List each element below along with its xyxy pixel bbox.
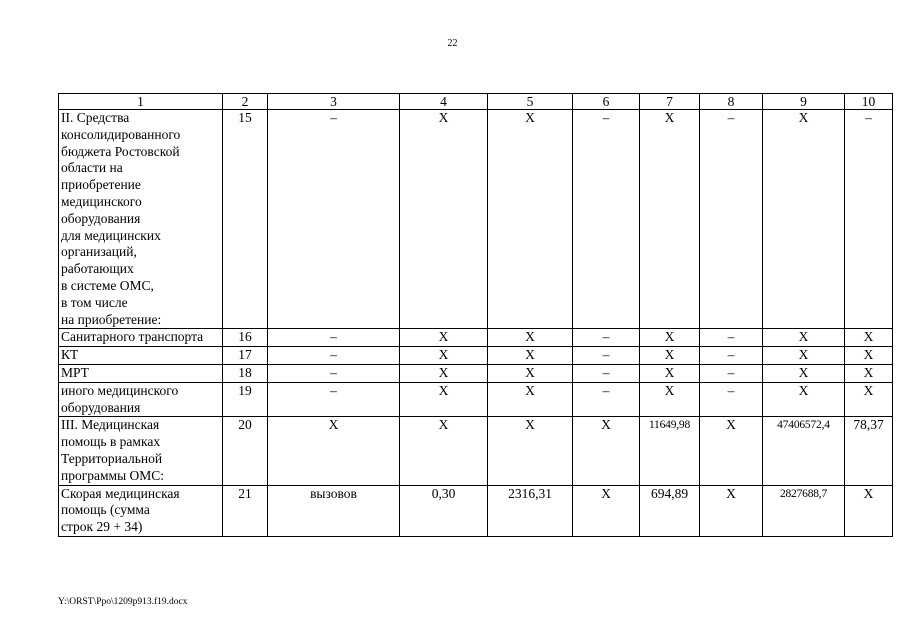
table-cell: X xyxy=(763,382,845,417)
description-line: МРТ xyxy=(61,364,89,380)
row-number: 16 xyxy=(223,329,268,347)
description-line: помощь (сумма xyxy=(61,502,150,518)
table-cell: X xyxy=(845,329,893,347)
table-cell: X xyxy=(488,110,573,329)
table-cell: – xyxy=(268,347,400,365)
table-cell: – xyxy=(573,329,640,347)
table-cell: X xyxy=(400,382,488,417)
table-cell: X xyxy=(845,485,893,536)
description-line: работающих xyxy=(61,261,134,277)
table-cell: – xyxy=(845,110,893,329)
row-number: 19 xyxy=(223,382,268,417)
table-cell: 78,37 xyxy=(845,417,893,485)
table-cell: – xyxy=(268,364,400,382)
data-table xyxy=(58,93,893,537)
description-line: Скорая медицинская xyxy=(61,485,180,501)
table-cell: X xyxy=(640,347,700,365)
table-cell: X xyxy=(400,347,488,365)
column-number: 7 xyxy=(640,94,700,110)
table-cell: 2827688,7 xyxy=(763,485,845,536)
table-cell: 2316,31 xyxy=(488,485,573,536)
table-row xyxy=(59,110,893,329)
description-line: КТ xyxy=(61,347,79,363)
table-cell: X xyxy=(268,417,400,485)
row-description xyxy=(59,329,223,347)
column-number: 9 xyxy=(763,94,845,110)
table-cell: X xyxy=(488,382,573,417)
table-cell: 47406572,4 xyxy=(763,417,845,485)
table-cell: X xyxy=(845,382,893,417)
description-line: строк 29 + 34) xyxy=(61,519,143,535)
table-cell: X xyxy=(640,364,700,382)
table-cell: X xyxy=(488,364,573,382)
table-cell: X xyxy=(845,364,893,382)
row-description xyxy=(59,382,223,417)
table-cell: 11649,98 xyxy=(640,417,700,485)
description-line: II. Средства xyxy=(61,110,130,125)
row-description xyxy=(59,110,223,329)
description-line: организаций, xyxy=(61,244,137,260)
table-cell: X xyxy=(488,329,573,347)
table-cell: – xyxy=(573,347,640,365)
row-description xyxy=(59,347,223,365)
table-cell: – xyxy=(700,329,763,347)
table-cell: X xyxy=(640,382,700,417)
table-cell: X xyxy=(400,417,488,485)
column-number: 2 xyxy=(223,94,268,110)
row-description xyxy=(59,364,223,382)
description-line: приобретение xyxy=(61,177,141,193)
table-cell: X xyxy=(400,110,488,329)
table-cell: – xyxy=(700,364,763,382)
table-row xyxy=(59,382,893,417)
description-line: области на xyxy=(61,160,123,176)
file-path-footer: Y:\ORST\Ppo\1209p913.f19.docx xyxy=(58,597,188,607)
row-number: 15 xyxy=(223,110,268,329)
table-cell: X xyxy=(640,329,700,347)
table-cell: – xyxy=(573,382,640,417)
table-row xyxy=(59,329,893,347)
table-cell: – xyxy=(268,110,400,329)
row-number: 20 xyxy=(223,417,268,485)
table-cell: X xyxy=(763,329,845,347)
description-line: бюджета Ростовской xyxy=(61,143,180,159)
table-cell: – xyxy=(573,364,640,382)
table-row xyxy=(59,364,893,382)
description-line: оборудования xyxy=(61,210,141,226)
column-number: 10 xyxy=(845,94,893,110)
table-cell: X xyxy=(488,417,573,485)
description-line: для медицинских xyxy=(61,227,161,243)
page-number: 22 xyxy=(447,38,458,49)
row-number: 21 xyxy=(223,485,268,536)
description-line: III. Медицинская xyxy=(61,417,160,433)
table-row xyxy=(59,347,893,365)
description-line: программы ОМС: xyxy=(61,467,165,483)
description-line: оборудования xyxy=(61,399,141,415)
description-line: в том числе xyxy=(61,294,128,310)
table-cell: X xyxy=(763,347,845,365)
table-row xyxy=(59,417,893,485)
description-line: на приобретение: xyxy=(61,311,162,327)
column-number: 3 xyxy=(268,94,400,110)
description-line: Санитарного транспорта xyxy=(61,329,204,345)
description-line: консолидированного xyxy=(61,126,181,142)
column-number: 5 xyxy=(488,94,573,110)
table-cell: 0,30 xyxy=(400,485,488,536)
table-cell: – xyxy=(573,110,640,329)
table-cell: X xyxy=(763,364,845,382)
table-cell: X xyxy=(845,347,893,365)
table-cell: X xyxy=(700,417,763,485)
description-line: иного медицинского xyxy=(61,382,179,398)
table-cell: – xyxy=(700,110,763,329)
table-cell: X xyxy=(400,364,488,382)
table-row xyxy=(59,485,893,536)
row-number: 17 xyxy=(223,347,268,365)
description-line: Территориальной xyxy=(61,450,163,466)
description-line: в системе ОМС, xyxy=(61,277,154,293)
table-cell: X xyxy=(400,329,488,347)
table-cell: X xyxy=(573,485,640,536)
column-number: 6 xyxy=(573,94,640,110)
table-cell: вызовов xyxy=(268,485,400,536)
description-line: медицинского xyxy=(61,193,142,209)
table-cell: 694,89 xyxy=(640,485,700,536)
table-cell: – xyxy=(700,382,763,417)
table-cell: X xyxy=(640,110,700,329)
row-description xyxy=(59,417,223,485)
table-cell: – xyxy=(700,347,763,365)
column-number: 4 xyxy=(400,94,488,110)
table-cell: X xyxy=(573,417,640,485)
row-description xyxy=(59,485,223,536)
row-number: 18 xyxy=(223,364,268,382)
table-cell: X xyxy=(763,110,845,329)
table-cell: X xyxy=(700,485,763,536)
table-cell: – xyxy=(268,382,400,417)
column-number: 1 xyxy=(59,94,223,110)
table-header-row xyxy=(59,94,893,110)
table-cell: X xyxy=(488,347,573,365)
description-line: помощь в рамках xyxy=(61,434,161,450)
column-number: 8 xyxy=(700,94,763,110)
table-cell: – xyxy=(268,329,400,347)
